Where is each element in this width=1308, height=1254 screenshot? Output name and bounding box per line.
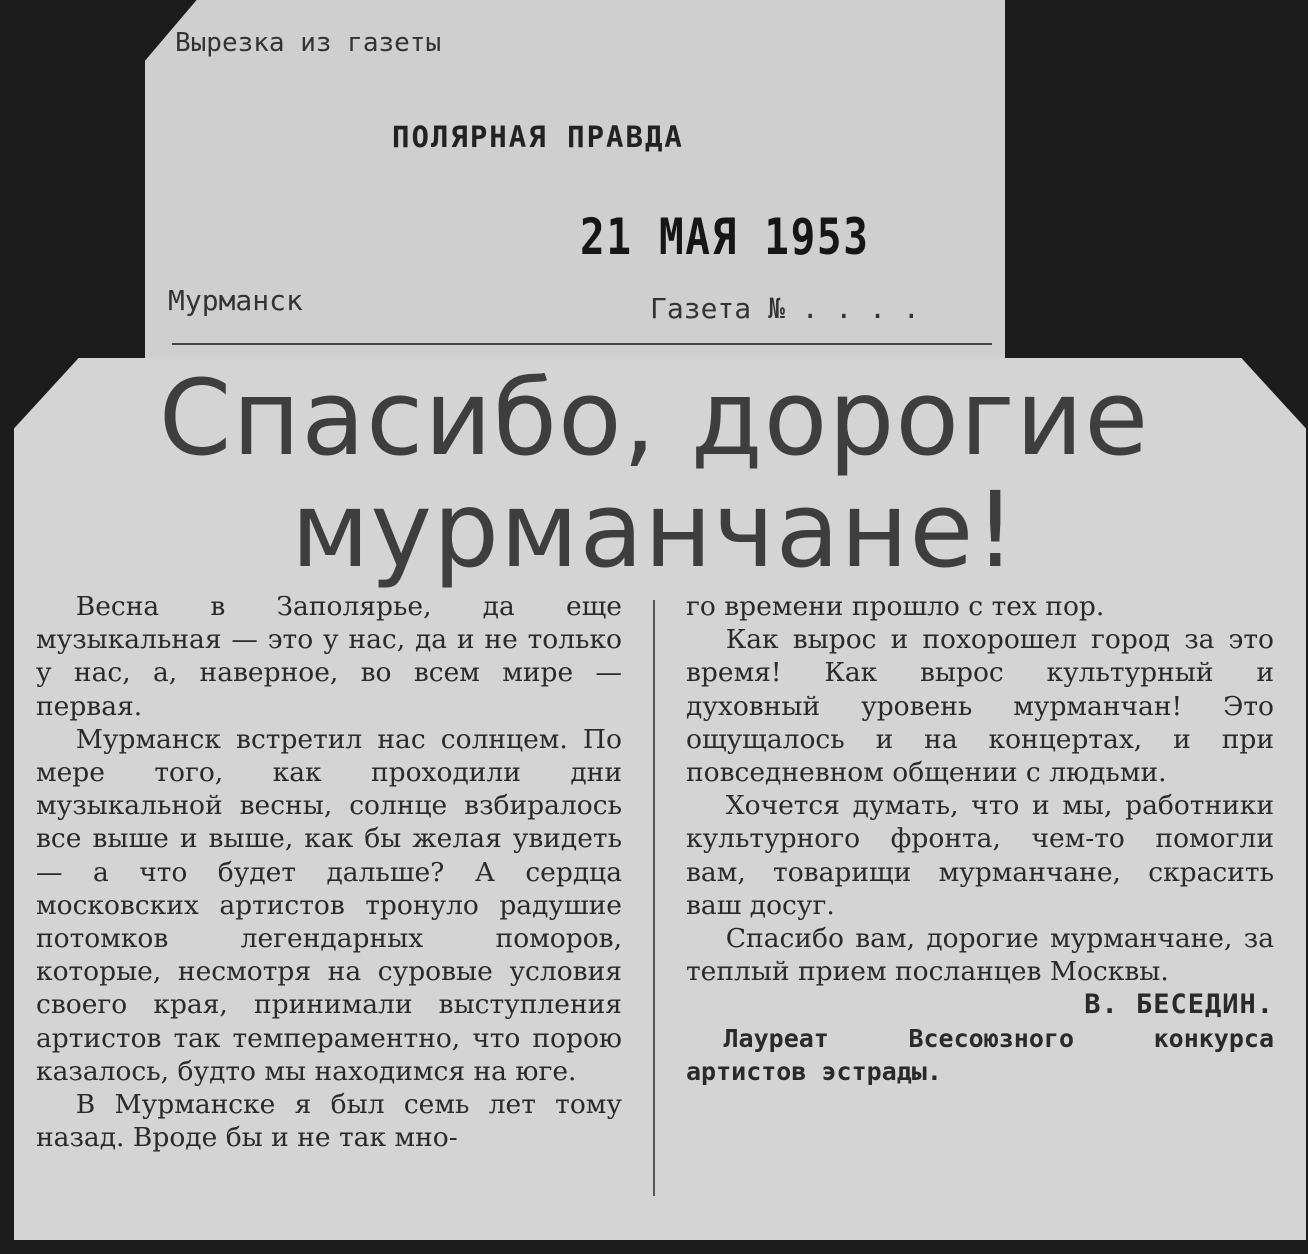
paragraph: го времени прошло с тех пор. [686, 591, 1105, 622]
date-stamp: 21 МАЯ 1953 [580, 208, 870, 266]
header-divider [172, 343, 992, 345]
author-signature: В. БЕСЕДИН. [1084, 989, 1274, 1021]
article-column-left [36, 590, 622, 1154]
article-headline [0, 357, 1308, 591]
column-divider [653, 600, 655, 1196]
paragraph: Весна в Заполярье, да еще музыкальная — это у нас, да и не только у нас, а, наверное, во всем мире — первая. [36, 591, 622, 722]
paragraph: Как вырос и похорошел город за это время! Как вырос культурный и духовный уровень мурманчан! Это ощущалось и на концертах, и при повседневном общении с людьми. [686, 624, 1274, 789]
paragraph: Мурманск встретил нас солнцем. По мере того, как проходили дни музыкальной весны, солнце взбиралось все выше и выше, как бы желая увидеть — а что будет дальше? А сердца московских артистов тронуло радушие потомков легендарных поморов, которые, несмотря на суровые условия своего края, принимали выступления артистов так темпераментно, что порою казалось, будто мы находимся на юге. [36, 723, 622, 1087]
issue-number-label: Газета № . . . . [650, 292, 920, 325]
headline-line-2: мурманчане! [290, 469, 1018, 591]
paragraph: В Мурманске я был семь лет тому назад. Вроде бы и не так мно- [36, 1089, 622, 1154]
paragraph: Хочется думать, что и мы, работники культурного фронта, чем-то помогли вам, товарищи мурманчане, скрасить ваш досуг. [686, 790, 1274, 921]
article-column-right [686, 590, 1274, 1088]
paragraph: Спасибо вам, дорогие мурманчане, за теплый прием посланцев Москвы. [686, 923, 1274, 988]
newspaper-name: ПОЛЯРНАЯ ПРАВДА [392, 120, 684, 154]
author-title: Лауреат Всесоюзного конкурса артистов эстрады. [686, 1023, 1274, 1086]
clipping-label: Вырезка из газеты [175, 28, 442, 58]
city-label: Мурманск [168, 284, 303, 317]
headline-line-1: Спасибо, дорогие [158, 357, 1150, 479]
